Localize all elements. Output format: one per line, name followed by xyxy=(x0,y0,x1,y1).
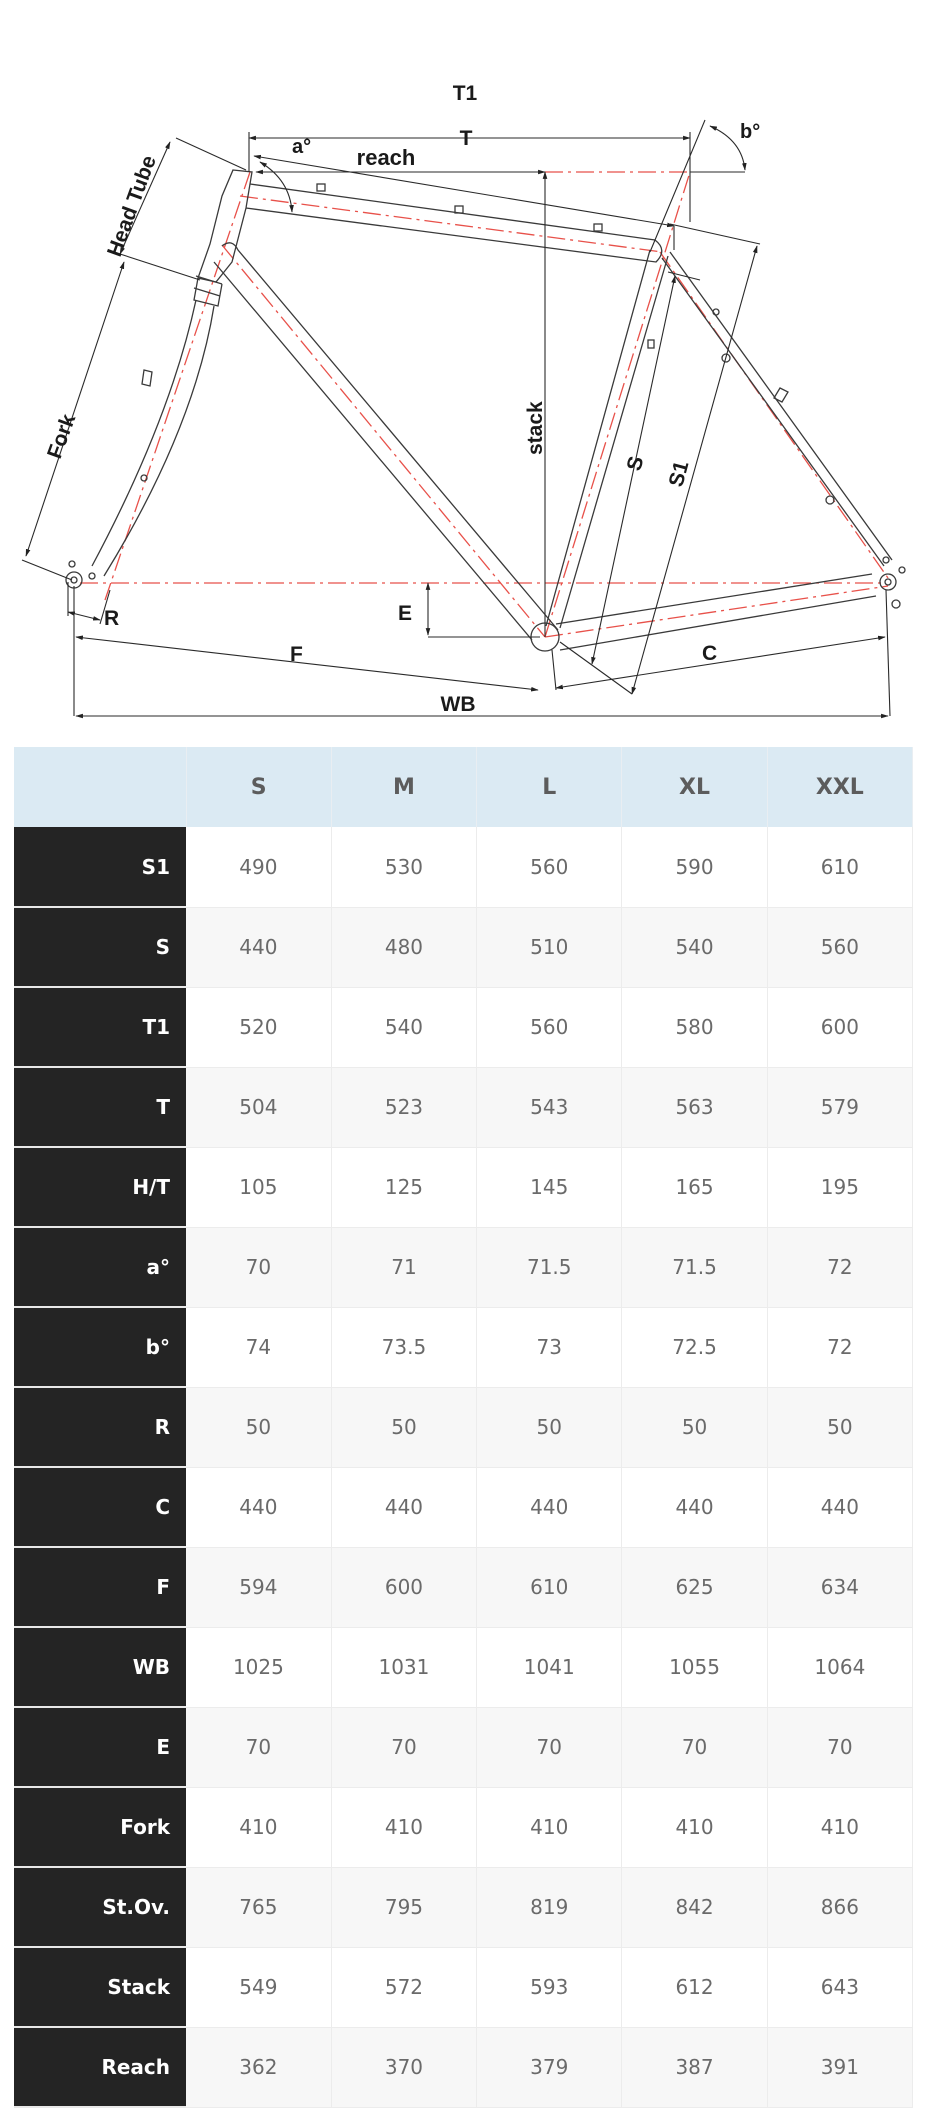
label-fork: Fork xyxy=(43,411,81,462)
column-header-s: S xyxy=(186,747,331,827)
table-cell: 1041 xyxy=(477,1627,622,1707)
row-label: a° xyxy=(14,1227,186,1307)
row-label: T xyxy=(14,1067,186,1147)
table-cell: 612 xyxy=(622,1947,767,2027)
row-label: WB xyxy=(14,1627,186,1707)
label-e: E xyxy=(398,602,413,625)
table-row xyxy=(14,1707,913,1787)
table-cell: 410 xyxy=(477,1787,622,1867)
table-row xyxy=(14,827,913,907)
table-cell: 50 xyxy=(186,1387,331,1467)
row-label: F xyxy=(14,1547,186,1627)
table-cell: 594 xyxy=(186,1547,331,1627)
table-row xyxy=(14,987,913,1067)
row-label: E xyxy=(14,1707,186,1787)
table-cell: 1025 xyxy=(186,1627,331,1707)
frame-tubes xyxy=(66,170,905,651)
label-t1: T1 xyxy=(452,82,478,105)
table-header xyxy=(14,747,913,827)
table-cell: 540 xyxy=(331,987,476,1067)
table-cell: 1055 xyxy=(622,1627,767,1707)
table-cell: 440 xyxy=(767,1467,912,1547)
table-body xyxy=(14,827,913,2107)
table-cell: 71.5 xyxy=(622,1227,767,1307)
label-s1: S1 xyxy=(664,458,694,490)
table-cell: 490 xyxy=(186,827,331,907)
table-cell: 72 xyxy=(767,1227,912,1307)
table-cell: 370 xyxy=(331,2027,476,2107)
row-label: Stack xyxy=(14,1947,186,2027)
geometry-table xyxy=(14,747,913,2108)
table-cell: 71.5 xyxy=(477,1227,622,1307)
table-cell: 70 xyxy=(477,1707,622,1787)
table-cell: 70 xyxy=(186,1707,331,1787)
label-t: T xyxy=(459,127,473,150)
table-row xyxy=(14,1147,913,1227)
table-cell: 410 xyxy=(186,1787,331,1867)
row-label: S xyxy=(14,907,186,987)
table-row xyxy=(14,1387,913,1467)
label-c: C xyxy=(702,642,718,665)
table-cell: 1064 xyxy=(767,1627,912,1707)
table-cell: 765 xyxy=(186,1867,331,1947)
column-header-m: M xyxy=(331,747,476,827)
table-cell: 387 xyxy=(622,2027,767,2107)
table-row xyxy=(14,1627,913,1707)
table-cell: 410 xyxy=(622,1787,767,1867)
table-cell: 540 xyxy=(622,907,767,987)
table-cell: 866 xyxy=(767,1867,912,1947)
table-cell: 610 xyxy=(767,827,912,907)
table-cell: 73 xyxy=(477,1307,622,1387)
table-cell: 842 xyxy=(622,1867,767,1947)
table-cell: 560 xyxy=(477,827,622,907)
table-cell: 71 xyxy=(331,1227,476,1307)
table-row xyxy=(14,1307,913,1387)
table-row xyxy=(14,1067,913,1147)
column-header-xxl: XXL xyxy=(767,747,912,827)
table-cell: 440 xyxy=(186,1467,331,1547)
table-cell: 391 xyxy=(767,2027,912,2107)
table-cell: 523 xyxy=(331,1067,476,1147)
table-cell: 579 xyxy=(767,1067,912,1147)
dimension-lines xyxy=(22,120,890,716)
table-row xyxy=(14,1867,913,1947)
table-cell: 504 xyxy=(186,1067,331,1147)
table-row xyxy=(14,1787,913,1867)
table-row xyxy=(14,907,913,987)
row-label: H/T xyxy=(14,1147,186,1227)
table-cell: 563 xyxy=(622,1067,767,1147)
table-cell: 50 xyxy=(477,1387,622,1467)
table-row xyxy=(14,2027,913,2107)
table-cell: 362 xyxy=(186,2027,331,2107)
table-cell: 70 xyxy=(331,1707,476,1787)
table-cell: 50 xyxy=(622,1387,767,1467)
row-label: R xyxy=(14,1387,186,1467)
table-cell: 105 xyxy=(186,1147,331,1227)
table-cell: 580 xyxy=(622,987,767,1067)
table-cell: 74 xyxy=(186,1307,331,1387)
table-cell: 70 xyxy=(767,1707,912,1787)
table-cell: 549 xyxy=(186,1947,331,2027)
table-cell: 125 xyxy=(331,1147,476,1227)
row-label: St.Ov. xyxy=(14,1867,186,1947)
table-cell: 145 xyxy=(477,1147,622,1227)
label-stack: stack xyxy=(524,401,547,455)
label-reach: reach xyxy=(356,145,416,170)
table-cell: 50 xyxy=(331,1387,476,1467)
label-s: S xyxy=(622,453,649,474)
label-f: F xyxy=(290,643,303,666)
table-cell: 379 xyxy=(477,2027,622,2107)
table-cell: 625 xyxy=(622,1547,767,1627)
table-cell: 195 xyxy=(767,1147,912,1227)
label-a-angle: a° xyxy=(292,136,312,158)
table-cell: 50 xyxy=(767,1387,912,1467)
table-cell: 1031 xyxy=(331,1627,476,1707)
label-wb: WB xyxy=(440,693,476,716)
header-corner xyxy=(14,747,186,827)
table-cell: 520 xyxy=(186,987,331,1067)
table-cell: 560 xyxy=(767,907,912,987)
table-cell: 73.5 xyxy=(331,1307,476,1387)
table-cell: 165 xyxy=(622,1147,767,1227)
table-row xyxy=(14,1227,913,1307)
table-cell: 440 xyxy=(477,1467,622,1547)
table-cell: 600 xyxy=(767,987,912,1067)
table-row xyxy=(14,1947,913,2027)
table-cell: 610 xyxy=(477,1547,622,1627)
table-cell: 480 xyxy=(331,907,476,987)
table-cell: 543 xyxy=(477,1067,622,1147)
table-row xyxy=(14,1467,913,1547)
column-header-l: L xyxy=(477,747,622,827)
table-cell: 572 xyxy=(331,1947,476,2027)
table-cell: 440 xyxy=(622,1467,767,1547)
label-head-tube: Head Tube xyxy=(103,152,161,260)
table-cell: 70 xyxy=(186,1227,331,1307)
table-cell: 72.5 xyxy=(622,1307,767,1387)
table-cell: 593 xyxy=(477,1947,622,2027)
row-label: Reach xyxy=(14,2027,186,2107)
table-cell: 70 xyxy=(622,1707,767,1787)
table-cell: 795 xyxy=(331,1867,476,1947)
table-cell: 600 xyxy=(331,1547,476,1627)
row-label: b° xyxy=(14,1307,186,1387)
row-label: C xyxy=(14,1467,186,1547)
label-b-angle: b° xyxy=(740,121,761,143)
table-cell: 440 xyxy=(186,907,331,987)
table-cell: 410 xyxy=(767,1787,912,1867)
table-cell: 643 xyxy=(767,1947,912,2027)
table-cell: 530 xyxy=(331,827,476,907)
table-cell: 440 xyxy=(331,1467,476,1547)
table-cell: 634 xyxy=(767,1547,912,1627)
label-r: R xyxy=(104,607,120,630)
table-cell: 72 xyxy=(767,1307,912,1387)
table-cell: 510 xyxy=(477,907,622,987)
row-label: Fork xyxy=(14,1787,186,1867)
table-cell: 560 xyxy=(477,987,622,1067)
row-label: S1 xyxy=(14,827,186,907)
table-cell: 590 xyxy=(622,827,767,907)
column-header-xl: XL xyxy=(622,747,767,827)
table-row xyxy=(14,1547,913,1627)
row-label: T1 xyxy=(14,987,186,1067)
frame-geometry-diagram xyxy=(0,0,927,740)
table-cell: 410 xyxy=(331,1787,476,1867)
table-cell: 819 xyxy=(477,1867,622,1947)
